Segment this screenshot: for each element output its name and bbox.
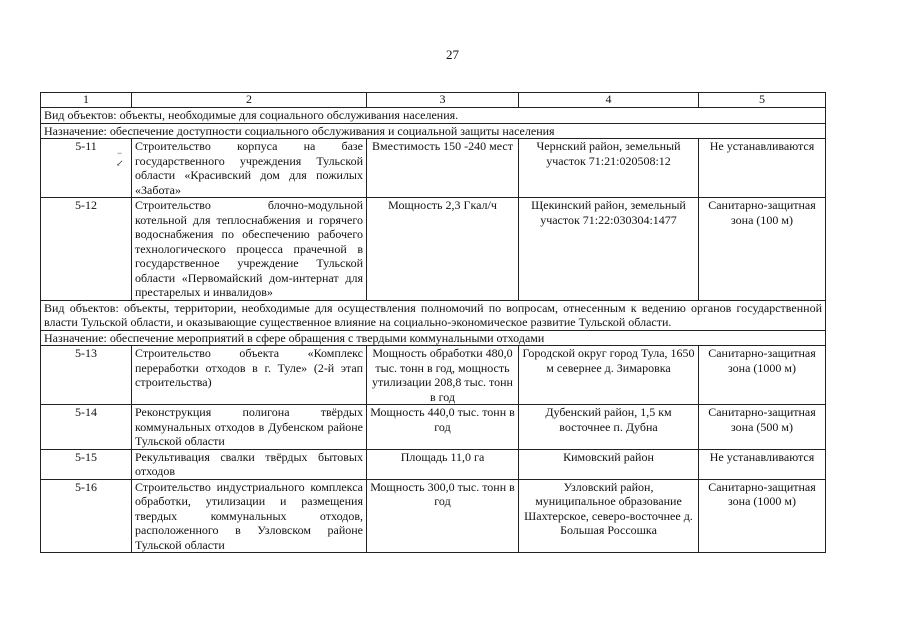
section-kind: Вид объектов: объекты, необходимые для социального обслуживания населения. bbox=[41, 108, 826, 124]
object-location: Дубенский район, 1,5 км восточнее п. Дубна bbox=[519, 405, 699, 450]
object-location: Узловский район, муниципальное образование Шахтерское, северо-восточнее д. Большая Россошка bbox=[519, 479, 699, 553]
section-purpose-row bbox=[41, 330, 826, 346]
object-capacity: Площадь 11,0 га bbox=[367, 449, 519, 479]
section-purpose-row bbox=[41, 123, 826, 139]
section-kind: Вид объектов: объекты, территории, необходимые для осуществления полномочий по вопросам, отнесенным к ведению органов государственной власти Тульской области, и оказывающие существенное влияние на социально-экономическое развитие Тульской области. bbox=[41, 300, 826, 330]
object-capacity: Мощность 2,3 Гкал/ч bbox=[367, 198, 519, 301]
object-name: Строительство корпуса на базе государственного учреждения Тульской области «Красивский дом для пожилых «Забота» bbox=[132, 139, 367, 198]
object-name: Строительство объекта «Комплекс переработки отходов в г. Туле» (2-й этап строительства) bbox=[132, 346, 367, 405]
row-number: 5-13 bbox=[41, 346, 132, 405]
table-row bbox=[41, 405, 826, 450]
object-capacity: Мощность 440,0 тыс. тонн в год bbox=[367, 405, 519, 450]
objects-table bbox=[40, 92, 826, 553]
object-zone: Не устанавливаются bbox=[699, 139, 826, 198]
column-number: 2 bbox=[132, 93, 367, 108]
object-capacity: Мощность 300,0 тыс. тонн в год bbox=[367, 479, 519, 553]
table-row bbox=[41, 479, 826, 553]
object-location: Городской округ город Тула, 1650 м севернее д. Зимаровка bbox=[519, 346, 699, 405]
column-number-row bbox=[41, 93, 826, 108]
section-kind-row bbox=[41, 108, 826, 124]
object-zone: Санитарно-защитная зона (100 м) bbox=[699, 198, 826, 301]
object-name: Реконструкция полигона твёрдых коммунальных отходов в Дубенском районе Тульской области bbox=[132, 405, 367, 450]
object-zone: Санитарно-защитная зона (1000 м) bbox=[699, 346, 826, 405]
section-purpose: Назначение: обеспечение мероприятий в сфере обращения с твердыми коммунальными отходами bbox=[41, 330, 826, 346]
column-number: 3 bbox=[367, 93, 519, 108]
table-row bbox=[41, 139, 826, 198]
table-row bbox=[41, 449, 826, 479]
section-kind-row bbox=[41, 300, 826, 330]
row-number: 5-16 bbox=[41, 479, 132, 553]
object-location: Кимовский район bbox=[519, 449, 699, 479]
table-row bbox=[41, 346, 826, 405]
object-name: Строительство блочно-модульной котельной для теплоснабжения и горячего водоснабжения по обеспечению рабочего технологического процесса прачечной в государственное учреждение Тульской области «Первомайский дом-интернат для престарелых и инвалидов» bbox=[132, 198, 367, 301]
object-capacity: Вместимость 150 -240 мест bbox=[367, 139, 519, 198]
row-number: 5-15 bbox=[41, 449, 132, 479]
object-name: Строительство индустриального комплекса обработки, утилизации и размещения твердых коммунальных отходов, расположенного в Узловском районе Тульской области bbox=[132, 479, 367, 553]
column-number: 4 bbox=[519, 93, 699, 108]
object-location: Чернский район, земельный участок 71:21:020508:12 bbox=[519, 139, 699, 198]
row-number: 5-14 bbox=[41, 405, 132, 450]
object-location: Щекинский район, земельный участок 71:22:030304:1477 bbox=[519, 198, 699, 301]
object-zone: Санитарно-защитная зона (500 м) bbox=[699, 405, 826, 450]
table-row bbox=[41, 198, 826, 301]
object-zone: Санитарно-защитная зона (1000 м) bbox=[699, 479, 826, 553]
column-number: 5 bbox=[699, 93, 826, 108]
object-capacity: Мощность обработки 480,0 тыс. тонн в год, мощность утилизации 208,8 тыс. тонн в год bbox=[367, 346, 519, 405]
object-name: Рекультивация свалки твёрдых бытовых отходов bbox=[132, 449, 367, 479]
scan-mark: − bbox=[117, 148, 123, 158]
section-purpose: Назначение: обеспечение доступности социального обслуживания и социальной защиты населения bbox=[41, 123, 826, 139]
column-number: 1 bbox=[41, 93, 132, 108]
scan-mark: ↙ bbox=[116, 158, 124, 168]
row-number: 5-12 bbox=[41, 198, 132, 301]
object-zone: Не устанавливаются bbox=[699, 449, 826, 479]
row-number: 5-11 bbox=[41, 139, 132, 198]
page-number: 27 bbox=[446, 47, 459, 62]
